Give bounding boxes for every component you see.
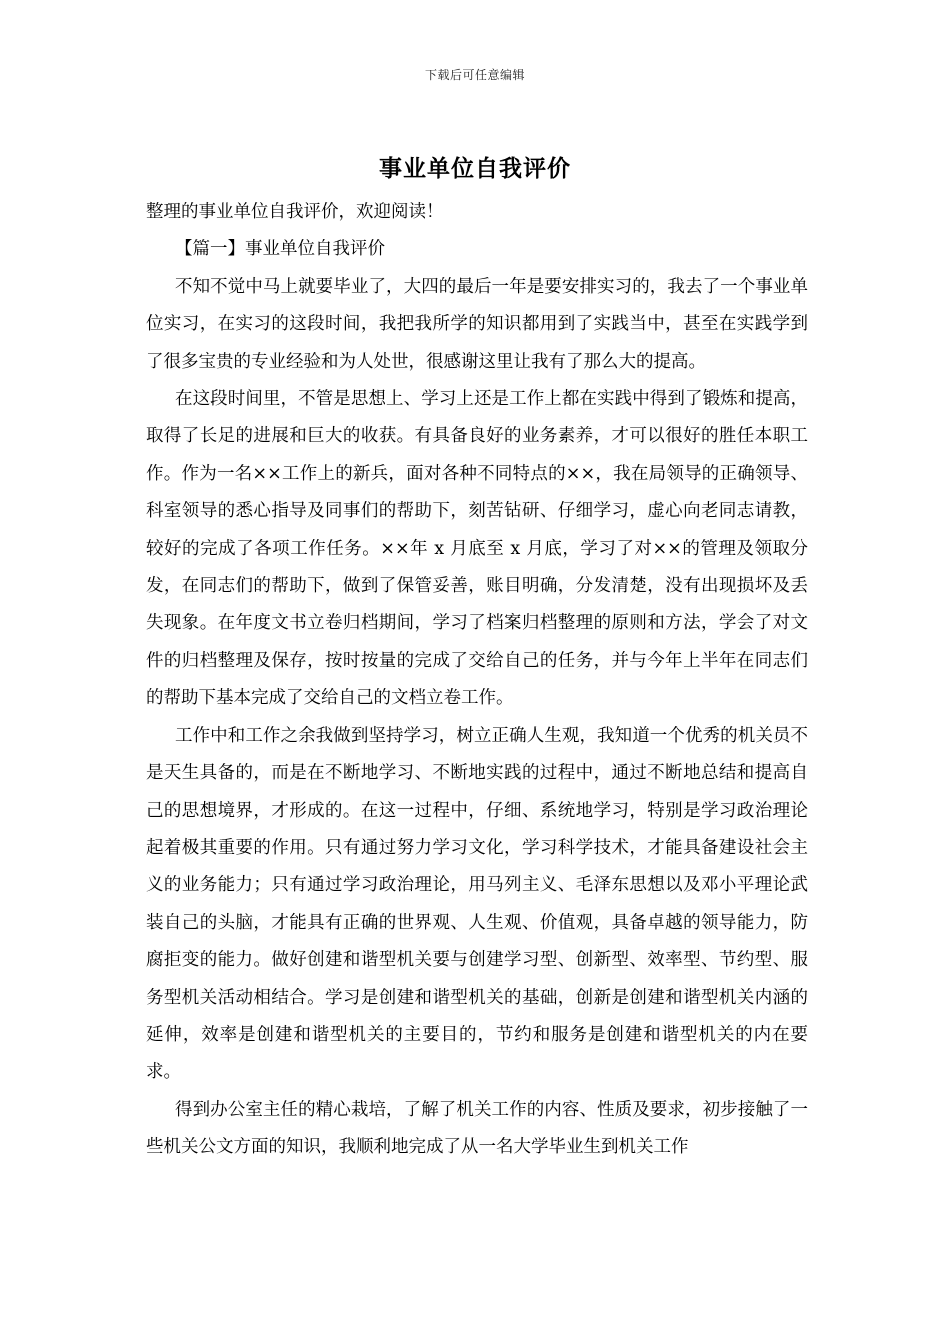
intro-paragraph: 整理的事业单位自我评价，欢迎阅读！ [146,202,444,222]
body-paragraph-2: 在这段时间里，不管是思想上、学习上还是工作上都在实践中得到了锻炼和提高，取得了长足的进展和巨大的收获。有具备良好的业务素养，才可以很好的胜任本职工作。作为一名××工作上的新兵，面对各种不同特点的××，我在局领导的正确领导、科室领导的悉心指导及同事们的帮助下，刻苦钻研、仔细学习，虚心向老同志请教，较好的完成了各项工作任务。××年 x 月底至 x 月底，学习了对××的管理及领取分发，在同志们的帮助下，做到了保管妥善，账目明确，分发清楚，没有出现损坏及丢失现象。在年度文书立卷归档期间，学习了档案归档整理的原则和方法，学会了对文件的归档整理及保存，按时按量的完成了交给自己的任务，并与今年上半年在同志们的帮助下基本完成了交给自己的文档立卷工作。 [146,389,808,709]
section-heading: 【篇一】事业单位自我评价 [175,239,385,260]
document-title: 事业单位自我评价 [379,155,571,182]
body-paragraph-4: 得到办公室主任的精心栽培，了解了机关工作的内容、性质及要求，初步接触了一些机关公文方面的知识，我顺利地完成了从一名大学毕业生到机关工作 [146,1099,808,1158]
body-paragraph-3: 工作中和工作之余我做到坚持学习，树立正确人生观，我知道一个优秀的机关员不是天生具备的，而是在不断地学习、不断地实践的过程中，通过不断地总结和提高自己的思想境界，才形成的。在这一过程中，仔细、系统地学习，特别是学习政治理论起着极其重要的作用。只有通过努力学习文化，学习科学技术，才能具备建设社会主义的业务能力；只有通过学习政治理论，用马列主义、毛泽东思想以及邓小平理论武装自己的头脑，才能具有正确的世界观、人生观、价值观，具备卓越的领导能力，防腐拒变的能力。做好创建和谐型机关要与创建学习型、创新型、效率型、节约型、服务型机关活动相结合。学习是创建和谐型机关的基础，创新是创建和谐型机关内涵的延伸，效率是创建和谐型机关的主要目的，节约和服务是创建和谐型机关的内在要求。 [146,725,808,1083]
header-note: 下载后可任意编辑 [424,68,525,82]
document-body [146,194,808,1167]
body-paragraph-1: 不知不觉中马上就要毕业了，大四的最后一年是要安排实习的，我去了一个事业单位实习，在实习的这段时间，我把我所学的知识都用到了实践当中，甚至在实践学到了很多宝贵的专业经验和为人处世，很感谢这里让我有了那么大的提高。 [146,276,808,372]
